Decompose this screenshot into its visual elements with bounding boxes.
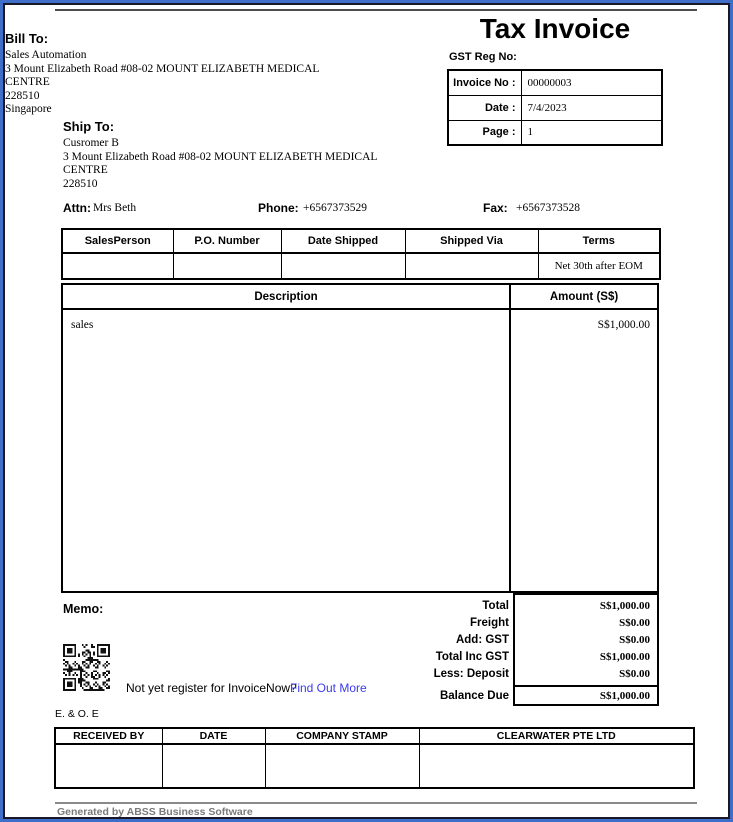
address-line: 228510 [63,177,98,190]
shipped-via-header: Shipped Via [405,229,538,253]
fax-value: +6567373528 [516,202,580,214]
salesperson-header: SalesPerson [62,229,173,253]
description-header: Description [63,285,511,310]
invoice-page [3,3,730,819]
memo-label: Memo: [63,602,104,616]
top-divider [55,9,697,11]
ship-to-label: Ship To: [63,119,115,134]
company-stamp-header: COMPANY STAMP [265,728,419,744]
address-line: Singapore [5,103,52,115]
date-shipped-value [281,253,405,279]
invoicenow-prompt: Not yet register for InvoiceNow? [126,681,297,695]
invoice-page-row [448,120,662,145]
phone-value: +6567373529 [303,202,367,214]
gst-label: Add: GST [455,634,509,646]
company-name-cell [419,744,694,788]
invoice-number-label: Invoice No : [448,70,521,95]
line-item-description: sales [63,310,511,591]
ship-to-block [63,119,403,191]
total-label: Total [482,600,509,612]
total-inc-gst-value: S$1,000.00 [599,651,650,663]
company-stamp-cell [265,744,419,788]
fax-label: Fax: [483,201,508,215]
amount-header: Amount (S$) [511,285,657,310]
address-line: CENTRE [63,164,108,176]
address-line: 228510 [5,89,40,102]
date-shipped-header: Date Shipped [281,229,405,253]
deposit-label: Less: Deposit [433,668,509,680]
line-items-table [61,283,659,593]
invoice-number-row [448,70,662,95]
address-line: Sales Automation [5,49,87,61]
generated-by-text: Generated by ABSS Business Software [57,806,253,818]
invoice-date-row [448,95,662,120]
signature-body-row [55,744,694,788]
find-out-more-link[interactable]: Find Out More [290,681,367,695]
po-number-header: P.O. Number [173,229,281,253]
gst-value: S$0.00 [619,634,650,646]
received-by-header: RECEIVED BY [55,728,162,744]
line-item-amount: S$1,000.00 [597,319,650,331]
bill-to-label: Bill To: [5,31,49,46]
total-value: S$1,000.00 [599,600,650,612]
signature-header-row [55,728,694,744]
terms-header: Terms [538,229,660,253]
phone-label: Phone: [258,201,299,215]
attn-label: Attn: [63,201,91,215]
deposit-value: S$0.00 [619,668,650,680]
date-header: DATE [162,728,265,744]
terms-value: Net 30th after EOM [538,253,660,279]
invoice-info-table [447,69,663,146]
gst-reg-label: GST Reg No: [449,51,517,63]
freight-label: Freight [470,617,509,629]
totals-amounts-box [513,593,659,706]
address-line: CENTRE [5,76,50,88]
invoice-number-value: 00000003 [521,70,662,95]
order-details-value-row [62,253,660,279]
invoice-date-value: 7/4/2023 [521,95,662,120]
salesperson-value [62,253,173,279]
freight-value: S$0.00 [619,617,650,629]
ship-to-address [63,137,403,191]
company-name-header: CLEARWATER PTE LTD [419,728,694,744]
date-cell [162,744,265,788]
address-line: 3 Mount Elizabeth Road #08-02 MOUNT ELIZABETH MEDICAL [5,62,320,75]
order-details-table [61,228,661,280]
address-line: 3 Mount Elizabeth Road #08-02 MOUNT ELIZABETH MEDICAL [63,150,378,163]
footer-divider [55,802,697,804]
bill-to-block [5,31,345,117]
invoice-page-label: Page : [448,120,521,145]
order-details-header-row [62,229,660,253]
invoice-page-value: 1 [521,120,662,145]
page-title: Tax Invoice [479,13,631,44]
invoicenow-qr-code [63,644,110,691]
attn-value: Mrs Beth [93,202,137,214]
po-number-value [173,253,281,279]
balance-due-value: S$1,000.00 [599,690,650,702]
received-by-cell [55,744,162,788]
invoice-date-label: Date : [448,95,521,120]
bill-to-address [5,49,345,117]
eoe-text: E. & O. E [55,708,99,720]
address-line: Cusromer B [63,137,119,149]
balance-due-label: Balance Due [439,690,509,702]
signature-table [54,727,695,789]
shipped-via-value [405,253,538,279]
total-inc-gst-label: Total Inc GST [435,651,509,663]
